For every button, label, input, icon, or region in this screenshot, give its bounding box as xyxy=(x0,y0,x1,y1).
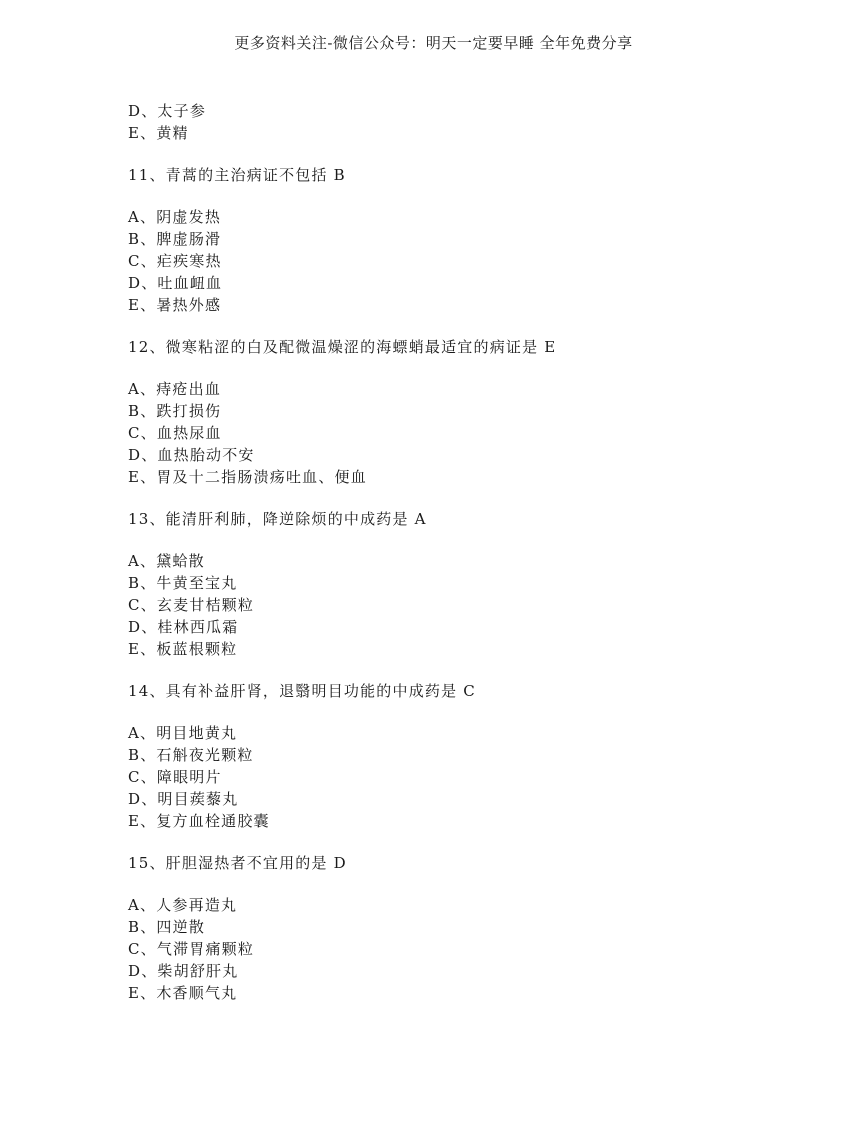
option-item: D、血热胎动不安 xyxy=(128,446,255,464)
option-item: B、脾虚肠滑 xyxy=(128,230,222,248)
option-item: E、暑热外感 xyxy=(128,296,222,314)
question-text: 11、青蒿的主治病证不包括 B xyxy=(128,166,346,184)
option-item: E、复方血栓通胶囊 xyxy=(128,812,270,830)
option-item: A、明目地黄丸 xyxy=(128,724,238,742)
question-block xyxy=(128,852,828,1004)
question-block xyxy=(128,164,828,316)
option-item: E、木香顺气丸 xyxy=(128,984,238,1002)
option-item: D、吐血衄血 xyxy=(128,274,223,292)
option-item: D、太子参 xyxy=(128,102,207,120)
option-item: B、石斛夜光颗粒 xyxy=(128,746,254,764)
option-item: B、四逆散 xyxy=(128,918,206,936)
option-item: D、柴胡舒肝丸 xyxy=(128,962,239,980)
question-block xyxy=(128,336,828,488)
document-body xyxy=(128,100,828,1004)
option-item: C、疟疾寒热 xyxy=(128,252,222,270)
option-item: D、明目蒺藜丸 xyxy=(128,790,239,808)
question-text: 13、能清肝利肺，降逆除烦的中成药是 A xyxy=(128,510,427,528)
option-item: C、玄麦甘桔颗粒 xyxy=(128,596,255,614)
question-block xyxy=(128,680,828,832)
option-item: A、黛蛤散 xyxy=(128,552,205,570)
option-item: B、跌打损伤 xyxy=(128,402,222,420)
page-header: 更多资料关注-微信公众号：明天一定要早睡 全年免费分享 xyxy=(234,34,633,52)
option-item: C、气滞胃痛颗粒 xyxy=(128,940,255,958)
option-item: E、黄精 xyxy=(128,124,189,142)
option-item: E、板蓝根颗粒 xyxy=(128,640,238,658)
question-text: 15、肝胆湿热者不宜用的是 D xyxy=(128,854,347,872)
option-item: A、阴虚发热 xyxy=(128,208,222,226)
option-item: B、牛黄至宝丸 xyxy=(128,574,238,592)
option-item: C、障眼明片 xyxy=(128,768,222,786)
option-item: E、胃及十二指肠溃疡吐血、便血 xyxy=(128,468,367,486)
option-item: D、桂林西瓜霜 xyxy=(128,618,239,636)
question-block xyxy=(128,508,828,660)
option-item: C、血热尿血 xyxy=(128,424,222,442)
option-item: A、人参再造丸 xyxy=(128,896,238,914)
question-text: 12、微寒粘涩的白及配微温燥涩的海螵蛸最适宜的病证是 E xyxy=(128,338,557,356)
option-item: A、痔疮出血 xyxy=(128,380,222,398)
question-text: 14、具有补益肝肾，退翳明目功能的中成药是 C xyxy=(128,682,476,700)
